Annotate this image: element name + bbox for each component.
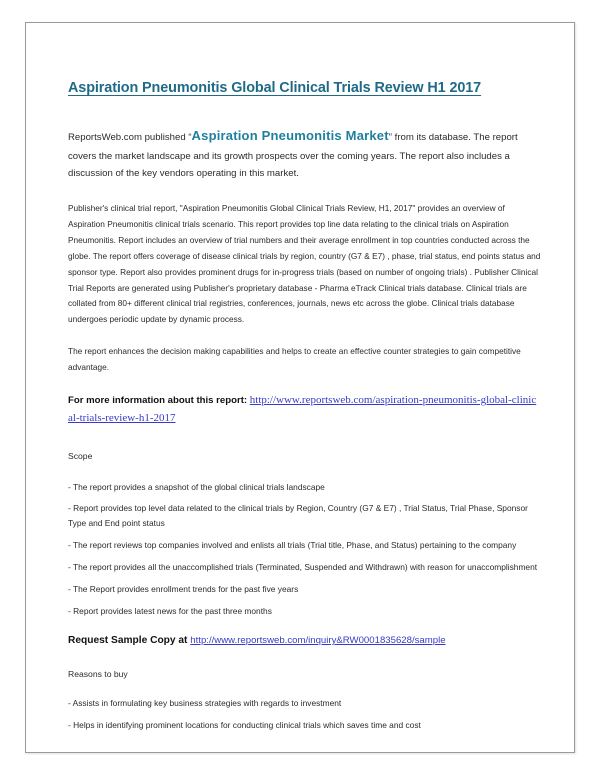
scope-list: [68, 480, 541, 620]
page-title: Aspiration Pneumonitis Global Clinical Trials Review H1 2017: [68, 80, 482, 96]
list-item: - The report provides a snapshot of the global clinical trials landscape: [68, 481, 325, 492]
request-sample-label: Request Sample Copy at: [68, 635, 188, 647]
list-item: - Assists in formulating key business strategies with regards to investment: [68, 698, 342, 709]
document-page: [25, 22, 575, 753]
list-item: - Report provides latest news for the past three months: [68, 606, 272, 617]
reasons-to-buy-label: Reasons to buy: [68, 669, 128, 680]
request-sample-line: [68, 633, 541, 649]
more-information-line: [68, 392, 541, 428]
enhancement-paragraph: The report enhances the decision making capabilities and helps to create an effective counter strategies to gain competitive advantage.: [68, 346, 521, 373]
list-item: - Helps in identifying prominent locations for conducting clinical trials which saves time and cost: [68, 719, 421, 730]
intro-suffix-text: from its database. The report covers the market landscape and its growth prospects over the coming years. The report also includes a discussion of the key vendors operating in this market.: [68, 131, 518, 180]
request-sample-link[interactable]: http://www.reportsweb.com/inquiry&RW0001835628/sample: [190, 635, 446, 647]
intro-prefix-text: ReportsWeb.com published: [68, 131, 189, 143]
more-information-label: For more information about this report:: [68, 395, 248, 407]
intro-paragraph: [68, 124, 541, 183]
list-item: - The report reviews top companies involved and enlists all trials (Trial title, Phase, and Status) pertaining to the company: [68, 540, 517, 551]
scope-label: Scope: [68, 450, 93, 461]
close-quote: ”: [388, 131, 392, 143]
list-item: - The Report provides enrollment trends for the past five years: [68, 584, 299, 595]
document-content: [68, 79, 541, 745]
brand-highlight-text: Aspiration Pneumonitis Market: [191, 127, 389, 143]
report-details-link[interactable]: http://www.reportsweb.com/aspiration-pneumonitis-global-clinical-trials-review-h1-2017: [68, 394, 537, 424]
reasons-to-buy-list: [68, 696, 541, 733]
list-item: - Report provides top level data related to the clinical trials by Region, Country (G7 & E7) , Trial Status, Trial Phase, Sponsor Type and End point status: [68, 503, 528, 529]
list-item: - The report provides all the unaccomplished trials (Terminated, Suspended and Withdrawn) with reason for unaccomplishment: [68, 562, 538, 573]
overview-paragraph: Publisher's clinical trial report, "Aspiration Pneumonitis Global Clinical Trials Review, H1, 2017" provides an overview of Aspiration Pneumonitis clinical trials scenario. This report provides top line data relating to the clinical trials on Aspiration Pneumonitis. Report includes an overview of trial numbers and their average enrollment in top countries conducted across the globe. The report offers coverage of disease clinical trials by region, country (G7 & E7) , phase, trial status, end points status and sponsor type. Report also provides prominent drugs for in-progress trials (based on number of ongoing trials) . Publisher Clinical Trial Reports are generated using Publisher's proprietary database - Pharma eTrack Clinical trials database. Clinical trials are collated from 80+ different clinical trial registries, conferences, journals, news etc across the globe. Clinical trials database undergoes periodic update by dynamic process.: [68, 202, 541, 325]
open-quote: “: [188, 131, 192, 143]
